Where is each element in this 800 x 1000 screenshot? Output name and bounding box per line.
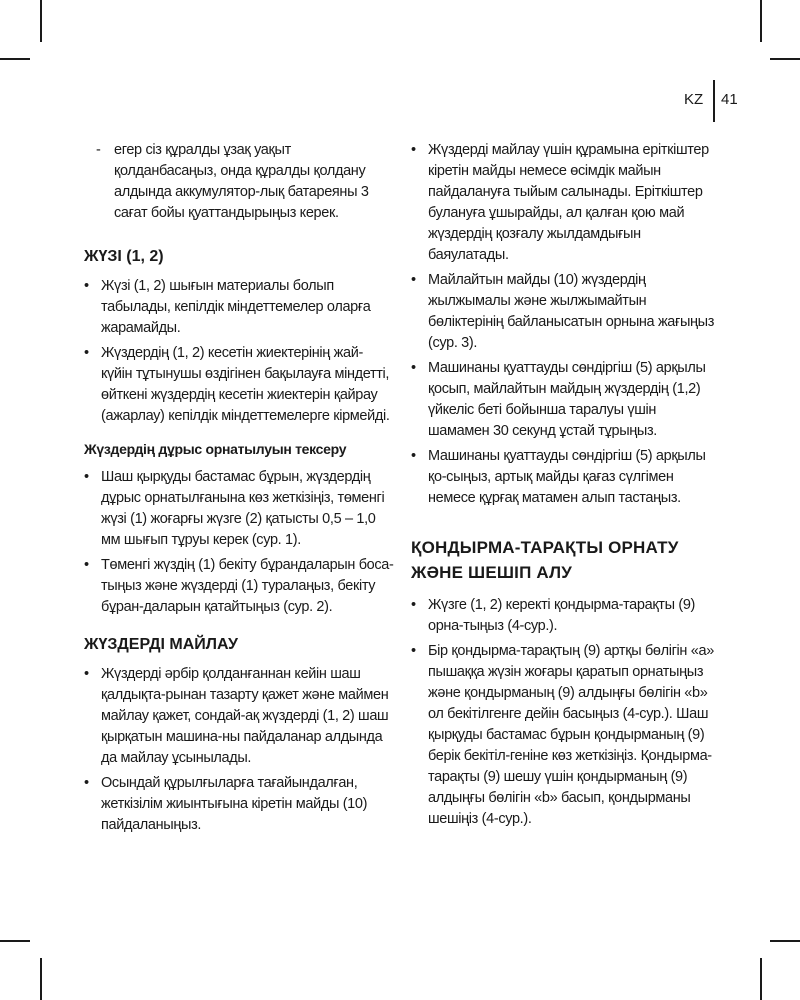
list-item (84, 555, 394, 618)
dash-icon: - (96, 142, 101, 158)
list-item-text: Майлайтын майды (10) жүздердің жылжымалы және жылжымайтын бөліктерінің байланысатын орнына жағыңыз (сур. 3). (428, 272, 715, 351)
crop-mark (40, 0, 42, 42)
bullet-icon: • (411, 448, 416, 464)
left-column (84, 140, 394, 840)
header-divider (713, 80, 715, 122)
crop-mark (40, 958, 42, 1000)
bullet-icon: • (411, 142, 416, 158)
list-item-text: Машинаны қуаттауды сөндіргіш (5) арқылы қо-сыңыз, артық майды қағаз сүлгімен немесе құрғақ матамен алып тастаңыз. (428, 448, 706, 506)
list-item (411, 446, 721, 509)
list-item (411, 140, 721, 266)
crop-mark (760, 0, 762, 42)
bullet-icon: • (84, 278, 89, 294)
list-item (84, 773, 394, 836)
intro-dash-item (84, 140, 394, 224)
list-item (411, 270, 721, 354)
crop-mark (770, 940, 800, 942)
crop-mark (760, 958, 762, 1000)
list-item-text: Жүздерді әрбір қолданғаннан кейін шаш қалдықта-рынан тазарту қажет және маймен майлау қажет, сондай-ақ жүздерді (1, 2) шаш қырқатын машина-ны пайдаланар алдында да майлау ұсынылады. (101, 666, 389, 766)
list-item (411, 641, 721, 830)
list-item (84, 467, 394, 551)
page-number: 41 (721, 91, 738, 108)
list-item (411, 358, 721, 442)
subsection-title-check: Жүздердің дұрыс орнатылуын тексеру (84, 441, 347, 457)
list-item-text: Осындай құрылғыларға тағайындалған, жеткізілім жиынтығына кіретін майды (10) пайдаланыңыз. (101, 775, 368, 833)
list-item (411, 595, 721, 637)
right-column (411, 140, 721, 834)
crop-mark (770, 58, 800, 60)
list-item-text: Жүздердің (1, 2) кесетін жиектерінің жай-күйін тұтынушы өздігінен бақылауға міндетті, өйткені жүздердің кесетін жиектерін қайрау (ажарлау) кепілдік міндеттемелерге кірмейді. (101, 345, 390, 424)
intro-dash-text: егер сіз құралды ұзақ уақыт қолданбасаңыз, онда құралды қолдану алдында аккумулятор-лық батареяны 3 сағат бойы қуаттандырыңыз керек. (114, 142, 369, 221)
bullet-icon: • (411, 272, 416, 288)
crop-mark (0, 58, 30, 60)
list-item-text: Төменгі жүздің (1) бекіту бұрандаларын боса-тыңыз және жүздерді (1) туралаңыз, бекіту бұран-даларын қатайтыңыз (сур. 2). (101, 557, 394, 615)
bullet-icon: • (84, 775, 89, 791)
bullet-icon: • (84, 557, 89, 573)
list-item-text: Шаш қырқуды бастамас бұрын, жүздердің дұрыс орнатылғанына көз жеткізіңіз, төменгі жүзі (1) жоғарғы жүзге (2) қатысты 0,5 – 1,0 мм шығып тұруы керек (сур. 1). (101, 469, 385, 548)
list-item (84, 343, 394, 427)
list-item-text: Бір қондырма-тарақтың (9) артқы бөлігін «a» пышаққа жүзін жоғары қаратып орнатыңыз және қондырманың (9) алдыңғы бөлігін «b» ол бекітілгенге дейін басыңыз (4-сур.). Шаш қырқуды бастамас бұрын қондырманың (9) берік бекітіл-геніне көз жеткізіңіз. Қондырма-тарақты (9) шешу үшін қондырманың (9) алдыңғы бөлігін «b» басып, қондырманы шешіңіз (4-сур.). (428, 643, 714, 827)
section-title-blades: ЖҮЗІ (1, 2) (84, 248, 164, 265)
list-item-text: Жүзі (1, 2) шығын материалы болып табылады, кепілдік міндеттемелер оларға жарамайды. (101, 278, 371, 336)
list-item-text: Жүздерді майлау үшін құрамына еріткіштер кіретін майды немесе өсімдік майын пайдалануға тыйым салынады. Еріткіштер булануға ұшырайды, ал қалған қою май жүздердің қозғалу жылдамдығын баяулатады. (428, 142, 709, 263)
section-title-lubrication: ЖҮЗДЕРДІ МАЙЛАУ (84, 636, 238, 653)
list-item (84, 276, 394, 339)
crop-mark (0, 940, 30, 942)
bullet-icon: • (411, 360, 416, 376)
section-title-comb-attachment: ҚОНДЫРМА-ТАРАҚТЫ ОРНАТУ ЖӘНЕ ШЕШІП АЛУ (411, 538, 679, 582)
bullet-icon: • (411, 643, 416, 659)
bullet-icon: • (84, 469, 89, 485)
bullet-icon: • (84, 666, 89, 682)
bullet-icon: • (411, 597, 416, 613)
bullet-icon: • (84, 345, 89, 361)
list-item (84, 664, 394, 769)
language-code: KZ (684, 91, 704, 108)
list-item-text: Машинаны қуаттауды сөндіргіш (5) арқылы қосып, майлайтын майдың жүздердің (1,2) үйкеліс беті бойынша таралуы үшін шамамен 30 секунд ұстай тұрыңыз. (428, 360, 706, 439)
list-item-text: Жүзге (1, 2) керекті қондырма-тарақты (9) орна-тыңыз (4-сур.). (428, 597, 696, 634)
